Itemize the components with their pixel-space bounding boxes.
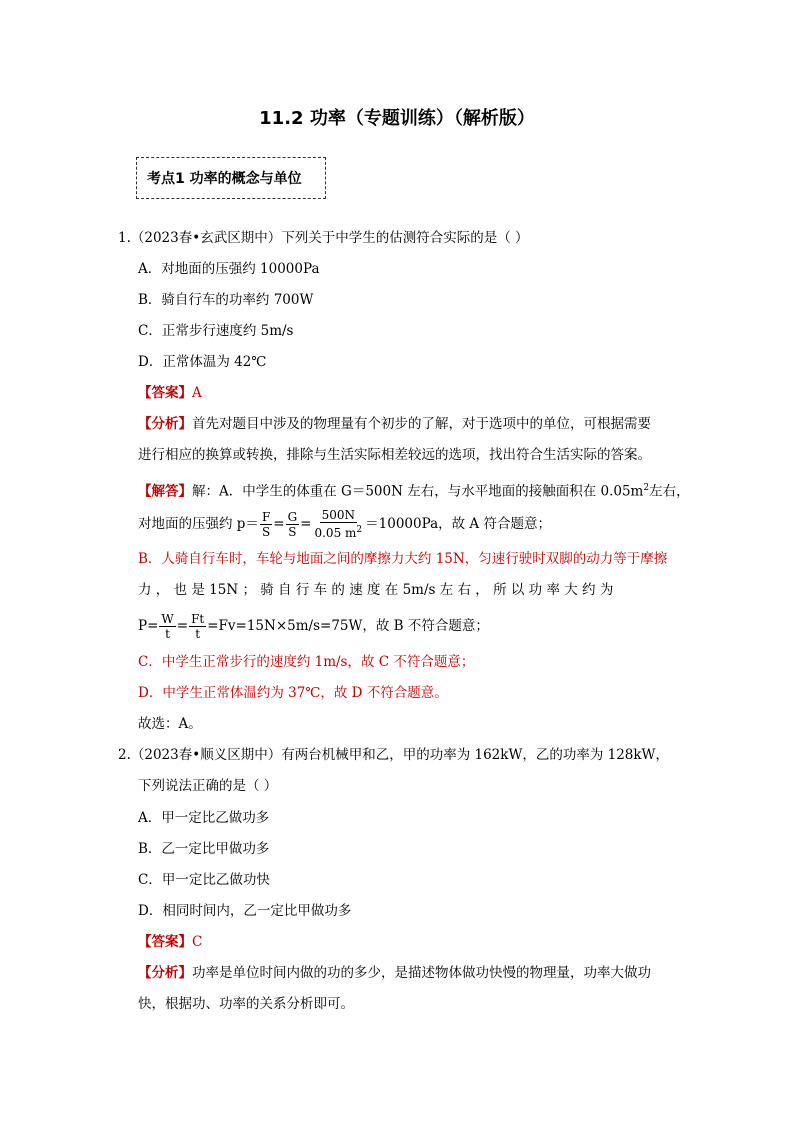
page-title: 11.2 功率（专题训练）（解析版） bbox=[259, 108, 535, 129]
q1-solution-c: C．中学生正常步行的速度约 1m/s，故 C 不符合题意； bbox=[138, 654, 475, 670]
q2-stem-line-2: 下列说法正确的是（ ） bbox=[138, 778, 278, 794]
q1-stem: 1.（2023春•玄武区期中）下列关于中学生的估测符合实际的是（ ） bbox=[118, 230, 529, 246]
q2-analysis-line-2: 快，根据功、功率的关系分析即可。 bbox=[138, 996, 354, 1012]
q1-answer bbox=[138, 383, 202, 403]
answer-value: A bbox=[192, 385, 202, 401]
denominator: S bbox=[261, 524, 271, 539]
q1-option-c: C．正常步行速度约 5m/s bbox=[138, 323, 294, 339]
solution-tag: 【解答】 bbox=[138, 483, 192, 500]
equals: = bbox=[273, 516, 285, 532]
denominator: t bbox=[195, 626, 201, 641]
solution-text: P= bbox=[138, 618, 159, 634]
denominator bbox=[312, 523, 364, 540]
area-text: 0.05 m bbox=[314, 526, 357, 540]
q1-option-d: D．正常体温为 42℃ bbox=[138, 354, 267, 370]
analysis-tag: 【分析】 bbox=[138, 416, 192, 432]
answer-value: C bbox=[192, 934, 203, 950]
analysis-tag: 【分析】 bbox=[138, 965, 192, 981]
analysis-text: 功率是单位时间内做的功的多少，是描述物体做功快慢的物理量，功率大做功 bbox=[192, 965, 651, 981]
q1-solution-b-line-1: B．人骑自行车时，车轮与地面之间的摩擦力大约 15N，匀速行驶时双脚的动力等于摩擦 bbox=[138, 551, 668, 567]
q1-option-b: B．骑自行车的功率约 700W bbox=[138, 292, 314, 308]
q2-stem-line-1: 2.（2023春•顺义区期中）有两台机械甲和乙，甲的功率为 162kW，乙的功率为 128kW， bbox=[118, 747, 669, 763]
q2-analysis-line-1 bbox=[138, 963, 651, 983]
numerator: 500N bbox=[321, 508, 356, 522]
numerator: G bbox=[287, 509, 298, 524]
superscript: 2 bbox=[356, 525, 363, 535]
q1-solution-b-line-2: 力 ， 也 是 15N ； 骑 自 行 车 的 速 度 在 5m/s 左 右 ， 所 以 功 率 大 约 为 bbox=[138, 582, 614, 598]
denominator: t bbox=[165, 626, 170, 641]
solution-text: 左右， bbox=[649, 483, 690, 500]
equals: = bbox=[300, 516, 312, 532]
q2-option-a: A．甲一定比乙做功多 bbox=[138, 810, 270, 826]
q2-option-d: D．相同时间内，乙一定比甲做功多 bbox=[138, 903, 352, 919]
denominator: S bbox=[288, 524, 297, 539]
numerator: Ft bbox=[191, 611, 205, 626]
fraction-ft-over-t bbox=[189, 612, 206, 641]
topic-label: 考点1 功率的概念与单位 bbox=[147, 171, 302, 187]
q2-option-c: C．甲一定比乙做功快 bbox=[138, 872, 270, 888]
q1-analysis-line-1 bbox=[138, 414, 651, 434]
fraction-w-over-t bbox=[159, 612, 175, 641]
superscript: 2 bbox=[643, 483, 650, 493]
q1-solution-a-line-2 bbox=[138, 504, 551, 544]
solution-text: =Fv=15N×5m/s=75W，故 B 不符合题意； bbox=[207, 618, 489, 634]
solution-text: 对地面的压强约 p＝ bbox=[138, 516, 259, 532]
fraction-500n-over-area bbox=[312, 508, 364, 540]
answer-tag: 【答案】 bbox=[138, 934, 192, 950]
numerator: W bbox=[161, 611, 174, 626]
q1-solution-d: D．中学生正常体温约为 37℃，故 D 不符合题意。 bbox=[138, 685, 448, 701]
analysis-text: 首先对题目中涉及的物理量有个初步的了解，对于选项中的单位，可根据需要 bbox=[192, 416, 651, 432]
q2-answer bbox=[138, 932, 202, 952]
solution-text: 解：A．中学生的体重在 G＝500N 左右，与水平地面的接触面积在 0.05m bbox=[192, 483, 644, 500]
q1-solution-b-line-3 bbox=[138, 606, 489, 646]
numerator: F bbox=[261, 509, 271, 524]
fraction-f-over-s bbox=[260, 510, 272, 539]
q1-option-a: A．对地面的压强约 10000Pa bbox=[138, 261, 320, 277]
solution-text: ＝10000Pa，故 A 符合题意； bbox=[365, 516, 551, 532]
answer-tag: 【答案】 bbox=[138, 385, 192, 401]
equals: = bbox=[176, 618, 189, 634]
topic-box bbox=[136, 157, 326, 199]
fraction-g-over-s bbox=[286, 510, 300, 539]
q1-analysis-line-2: 进行相应的换算或转换，排除与生活实际相差较远的选项，找出符合生活实际的答案。 bbox=[138, 447, 651, 463]
q1-solution-a-line-1 bbox=[138, 478, 690, 502]
q2-option-b: B．乙一定比甲做功多 bbox=[138, 841, 270, 857]
q1-choose: 故选：A。 bbox=[138, 716, 202, 732]
